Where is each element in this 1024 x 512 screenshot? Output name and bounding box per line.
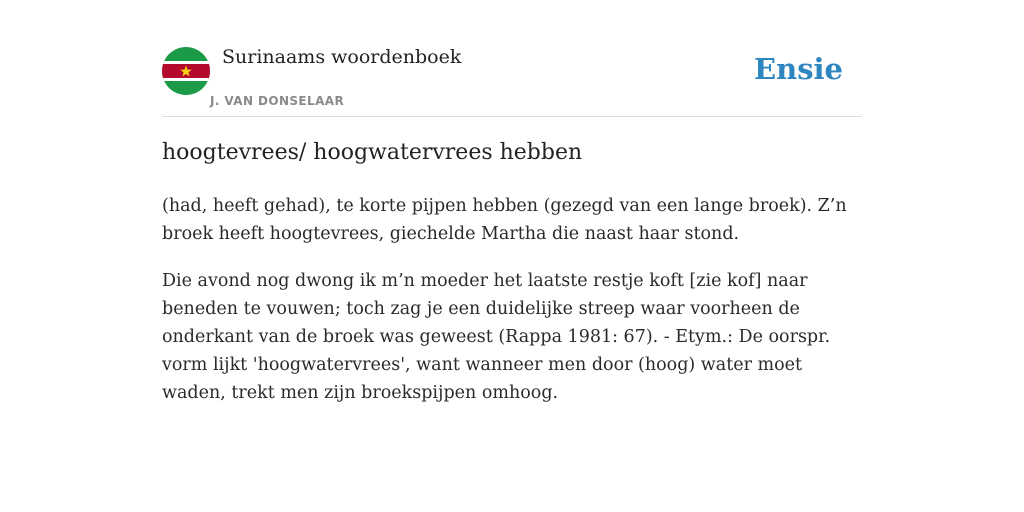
definition-paragraph: Die avond nog dwong ik m’n moeder het laatste restje koft [zie kof] naar beneden te vouwen; toch zag je een duidelijke streep waar voorheen de onderkant van de broek was geweest (Rappa 1981: 67). - Etym.: De oorspr. vorm lijkt 'hoogwatervrees', want wanneer men door (hoog) water moet waden, trekt men zijn broekspijpen omhoog.	[162, 271, 831, 403]
dictionary-header	[162, 0, 862, 117]
page-container	[162, 0, 862, 403]
entry-definition	[162, 192, 862, 426]
definition-paragraph: (had, heeft gehad), te korte pijpen hebben (gezegd van een lange broek). Z’n broek heeft hoogtevrees, giechelde Martha die naast haar stond.	[162, 196, 847, 244]
suriname-flag-icon[interactable]	[162, 47, 210, 95]
dictionary-author: J. VAN DONSELAAR	[210, 94, 345, 108]
ensie-logo-link[interactable]: Ensie	[754, 52, 843, 86]
entry-term: hoogtevrees/ hoogwatervrees hebben	[162, 140, 583, 165]
dictionary-title-link[interactable]: Surinaams woordenboek	[222, 46, 462, 68]
